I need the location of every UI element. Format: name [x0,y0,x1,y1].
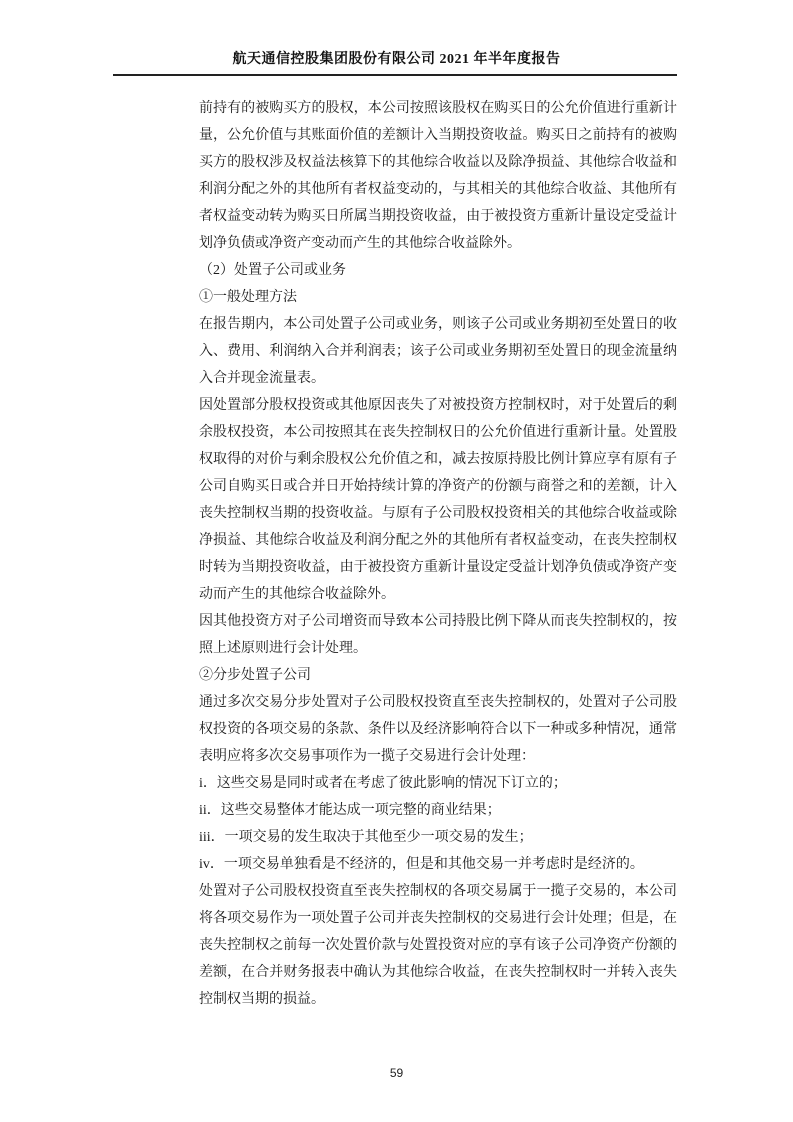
paragraph-multiple-transactions: 通过多次交易分步处置对子公司股权投资直至丧失控制权的，处置对子公司股权投资的各项交易的条款、条件以及经济影响符合以下一种或多种情况，通常表明应将多次交易事项作为一揽子交易进行会计处理： [199,695,677,764]
page-number: 59 [389,1066,404,1080]
header-title: 航天通信控股集团股份有限公司 2021 年半年度报告 [232,52,561,67]
section-heading-dispose-subsidiary: （2）处置子公司或业务 [199,263,346,278]
document-body [199,95,677,1013]
paragraph-loss-of-control: 因处置部分股权投资或其他原因丧失了对被投资方控制权时，对于处置后的剩余股权投资，本公司按照其在丧失控制权日的公允价值进行重新计量。处置股权取得的对价与剩余股权公允价值之和，减去按原持股比例计算应享有原有子公司自购买日或合并日开始持续计算的净资产的份额与商誉之和的差额，计入丧失控制权当期的投资收益。与原有子公司股权投资相关的其他综合收益或除净损益、其他综合收益及利润分配之外的其他所有者权益变动，在丧失控制权时转为当期投资收益，由于被投资方重新计量设定受益计划净负债或净资产变动而产生的其他综合收益除外。 [199,398,677,602]
paragraph-capital-increase: 因其他投资方对子公司增资而导致本公司持股比例下降从而丧失控制权的，按照上述原则进行会计处理。 [199,614,677,656]
paragraph-basket-transaction: 处置对子公司股权投资直至丧失控制权的各项交易属于一揽子交易的，本公司将各项交易作为一项处置子公司并丧失控制权的交易进行会计处理；但是，在丧失控制权之前每一次处置价款与处置投资对应的享有该子公司净资产份额的差额，在合并财务报表中确认为其他综合收益，在丧失控制权时一并转入丧失控制权当期的损益。 [199,884,677,1007]
subsection-heading-general-method: ①一般处理方法 [199,290,297,305]
list-item-iii: iii．一项交易的发生取决于其他至少一项交易的发生； [199,830,533,845]
page-footer [0,1066,793,1080]
subsection-heading-stepwise-disposal: ②分步处置子公司 [199,668,311,683]
list-item-iv: iv．一项交易单独看是不经济的，但是和其他交易一并考虑时是经济的。 [199,857,644,872]
page-header [0,48,793,68]
paragraph-reporting-period: 在报告期内，本公司处置子公司或业务，则该子公司或业务期初至处置日的收入、费用、利润纳入合并利润表；该子公司或业务期初至处置日的现金流量纳入合并现金流量表。 [199,317,677,386]
list-item-i: i．这些交易是同时或者在考虑了彼此影响的情况下订立的； [199,776,567,791]
list-item-ii: ii．这些交易整体才能达成一项完整的商业结果； [199,803,501,818]
header-rule [113,74,677,76]
paragraph-continuation: 前持有的被购买方的股权，本公司按照该股权在购买日的公允价值进行重新计量，公允价值与其账面价值的差额计入当期投资收益。购买日之前持有的被购买方的股权涉及权益法核算下的其他综合收益以及除净损益、其他综合收益和利润分配之外的其他所有者权益变动的，与其相关的其他综合收益、其他所有者权益变动转为购买日所属当期投资收益，由于被投资方重新计量设定受益计划净负债或净资产变动而产生的其他综合收益除外。 [199,101,677,251]
